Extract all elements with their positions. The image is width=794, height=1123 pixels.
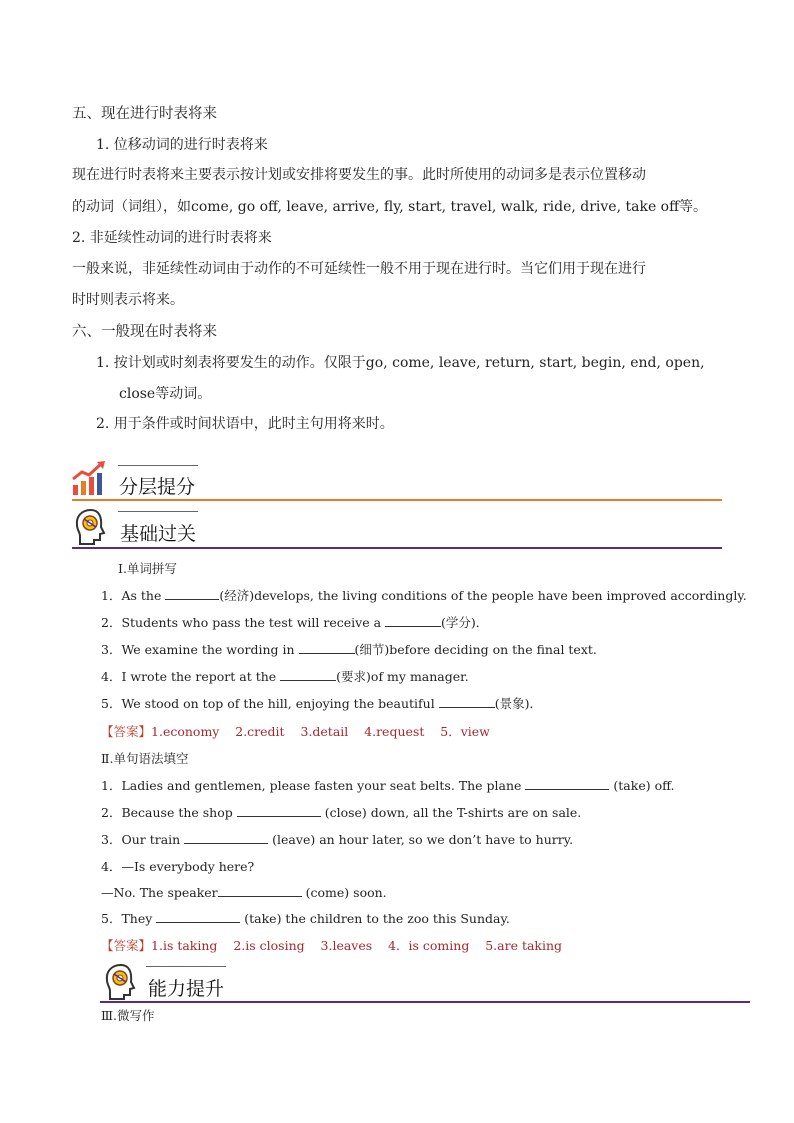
head-gear-icon [74, 508, 108, 550]
question-text-post: (close) down, all the T-shirts are on sale. [320, 805, 582, 820]
band-basic-title: 基础过关 [120, 523, 197, 545]
question-text-pre: 3．We examine the wording in [101, 642, 299, 657]
question-text-post: (take) off. [609, 778, 675, 793]
band-ability-title: 能力提升 [148, 978, 225, 1000]
section-6-item-2: 2. 用于条件或时间状语中，此时主句用将来时。 [96, 416, 394, 432]
part-1-question-3 [101, 640, 597, 658]
section-5-paragraph-1-line-2: 的动词（词组），如come, go off, leave, arrive, fly, start, travel, walk, ride, drive, take off等。 [72, 199, 708, 215]
answer-blank [237, 804, 321, 817]
question-text-pre: 2．Because the shop [101, 805, 237, 820]
part-2-question-3 [101, 830, 573, 848]
question-text-post: (要求)of my manager. [336, 669, 469, 684]
section-5-item-1: 1. 位移动词的进行时表将来 [96, 137, 268, 153]
rising-chart-icon [70, 459, 108, 501]
section-6-item-1-line-1: 1. 按计划或时刻表将要发生的动作。仅限于go, come, leave, return, start, begin, end, open, [96, 355, 705, 371]
question-text-pre: 1．As the [101, 588, 166, 603]
answer-text: 1.economy 2.credit 3.detail 4.request 5．view [151, 724, 490, 739]
band-ability-rule [100, 1001, 750, 1003]
part-2-question-4-line-2 [101, 884, 387, 900]
answer-text: 1.is taking 2.is closing 3.leaves 4．is coming 5.are taking [151, 938, 563, 953]
part-2-question-2 [101, 803, 581, 821]
part-3-title: Ⅲ.微写作 [101, 1008, 155, 1023]
part-1-question-1 [101, 586, 747, 604]
question-text-post: (细节)before deciding on the final text. [354, 642, 597, 657]
question-text-post: (景象)． [494, 696, 542, 711]
section-5-paragraph-2-line-2: 时时则表示将来。 [72, 292, 184, 308]
part-2-question-4-line-1: 4．—Is everybody here? [101, 859, 255, 874]
band-tiered-title: 分层提分 [119, 476, 196, 498]
question-text-post: (come) soon. [301, 885, 387, 900]
question-text-post: (经济)develops, the living conditions of the people have been improved accordingly. [219, 588, 747, 603]
section-6-item-1-line-2: close等动词。 [119, 386, 212, 402]
answer-blank [156, 910, 240, 923]
section-5-paragraph-2-line-1: 一般来说，非延续性动词由于动作的不可延续性一般不用于现在进行时。当它们用于现在进行 [72, 261, 646, 277]
section-5-item-2: 2. 非延续性动词的进行时表将来 [72, 230, 272, 246]
section-5-heading: 五、现在进行时表将来 [72, 106, 217, 122]
band-tiered-rule [72, 499, 722, 501]
answer-tag: 【答案】 [101, 938, 152, 953]
head-gear-icon [104, 963, 138, 1005]
section-6-heading: 六、一般现在时表将来 [72, 324, 217, 340]
answer-blank [184, 831, 268, 844]
answer-blank [280, 668, 336, 681]
question-text-pre: 2．Students who pass the test will receive a [101, 615, 386, 630]
band-basic-rule [72, 547, 722, 549]
part-1-question-2 [101, 613, 488, 631]
question-text-pre: 3．Our train [101, 832, 185, 847]
part-2-question-5 [101, 909, 510, 927]
question-text-pre: 4．I wrote the report at the [101, 669, 281, 684]
part-1-question-4 [101, 667, 469, 685]
section-5-paragraph-1-line-1: 现在进行时表将来主要表示按计划或安排将要发生的事。此时所使用的动词多是表示位置移动 [72, 167, 646, 183]
question-text-pre: 5．They [101, 911, 157, 926]
answer-blank [439, 695, 495, 708]
question-text-pre: 5．We stood on top of the hill, enjoying the beautiful [101, 696, 439, 711]
part-2-title: Ⅱ.单句语法填空 [101, 751, 189, 766]
answer-blank [299, 641, 355, 654]
question-text-pre: —No. The speaker [101, 885, 218, 900]
part-1-title: Ⅰ.单词拼写 [118, 561, 177, 576]
part-1-question-5 [101, 694, 542, 712]
band-ability-top-rule [146, 966, 226, 967]
answer-blank [165, 587, 219, 600]
part-1-answer [101, 722, 490, 740]
band-tiered-top-rule [118, 465, 198, 466]
answer-blank [218, 884, 302, 897]
question-text-post: (学分)． [441, 615, 489, 630]
question-text-post: (take) the children to the zoo this Sunday. [240, 911, 510, 926]
answer-blank [525, 777, 609, 790]
answer-tag: 【答案】 [101, 724, 152, 739]
band-basic-top-rule [118, 511, 198, 512]
question-text-post: (leave) an hour later, so we don’t have to hurry. [268, 832, 574, 847]
part-2-answer [101, 936, 562, 954]
question-text-pre: 1．Ladies and gentlemen, please fasten your seat belts. The plane [101, 778, 526, 793]
part-2-question-1 [101, 776, 675, 794]
answer-blank [385, 614, 441, 627]
